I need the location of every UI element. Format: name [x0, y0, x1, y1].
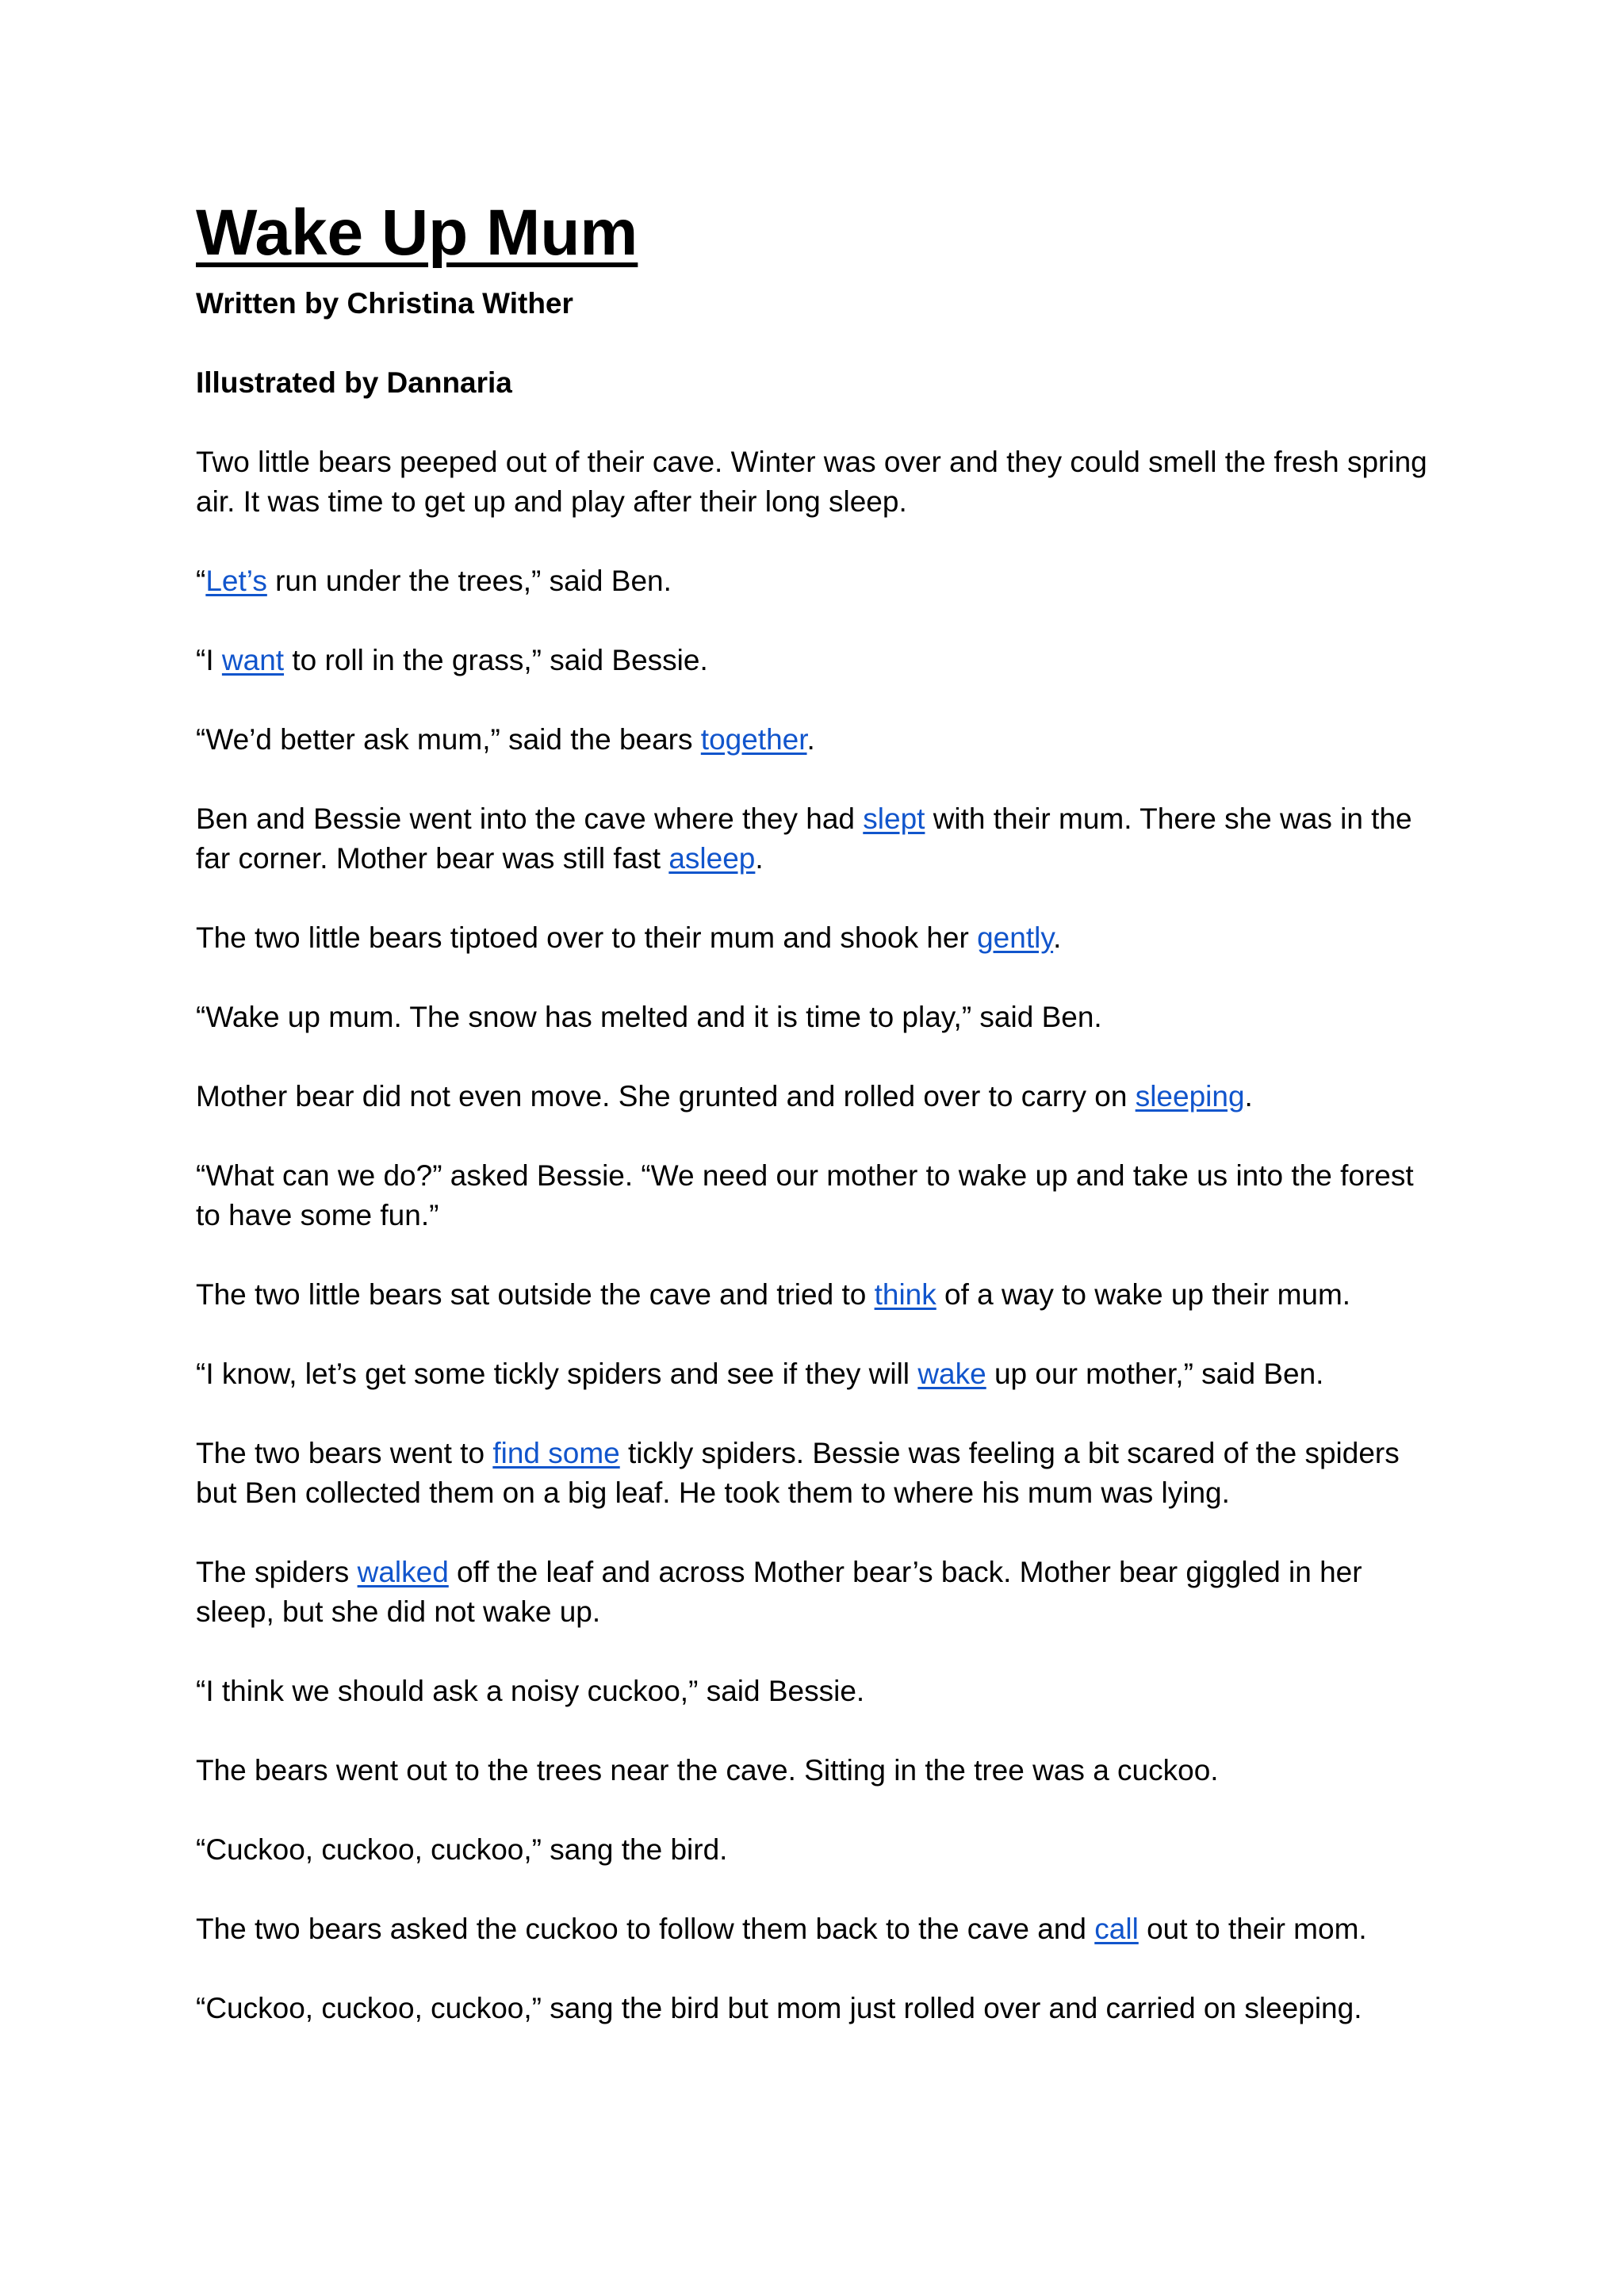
word-link[interactable]: gently — [977, 921, 1054, 954]
paragraph-text: Two little bears peeped out of their cave. Winter was over and they could smell the fresh spring air. It was time to get up and play after their long sleep. — [196, 446, 1427, 518]
word-link[interactable]: together — [700, 723, 807, 756]
paragraph-text: “ — [196, 565, 206, 597]
paragraph-text: Mother bear did not even move. She grunted and rolled over to carry on — [196, 1080, 1136, 1113]
story-paragraph — [196, 1156, 1434, 1235]
story-paragraph — [196, 1672, 1434, 1711]
paragraph-text: tickly spiders. Bessie was feeling a bit scared of the spiders but Ben collected them on a big leaf. He took them to where his mum was lying. — [196, 1437, 1400, 1509]
paragraph-text: The two little bears sat outside the cave and tried to — [196, 1278, 875, 1311]
paragraph-text: “Cuckoo, cuckoo, cuckoo,” sang the bird. — [196, 1833, 728, 1866]
paragraph-text: The spiders — [196, 1556, 358, 1588]
paragraph-text: up our mother,” said Ben. — [986, 1358, 1324, 1390]
word-link[interactable]: think — [874, 1278, 936, 1311]
illustrator-credit: Illustrated by Dannaria — [196, 366, 512, 399]
paragraph-text: . — [755, 842, 764, 875]
paragraph-text: off the leaf and across Mother bear’s back. Mother bear giggled in her sleep, but she did not wake up. — [196, 1556, 1362, 1628]
story-paragraph — [196, 720, 1434, 760]
word-link[interactable]: walked — [357, 1556, 449, 1588]
document-title: Wake Up Mum — [196, 197, 638, 269]
word-link[interactable]: call — [1094, 1913, 1139, 1945]
story-paragraph — [196, 1553, 1434, 1632]
story-paragraph — [196, 799, 1434, 879]
story-paragraph — [196, 561, 1434, 601]
story-paragraph — [196, 1077, 1434, 1116]
author-credit: Written by Christina Wither — [196, 287, 573, 320]
word-link[interactable]: slept — [863, 802, 925, 835]
paragraph-text: The two bears asked the cuckoo to follow them back to the cave and — [196, 1913, 1095, 1945]
paragraph-text: Ben and Bessie went into the cave where they had — [196, 802, 864, 835]
paragraph-text: “What can we do?” asked Bessie. “We need our mother to wake up and take us into the forest to have some fun.” — [196, 1159, 1414, 1231]
story-paragraph — [196, 998, 1434, 1037]
story-paragraph — [196, 918, 1434, 958]
paragraph-text: of a way to wake up their mum. — [936, 1278, 1351, 1311]
story-paragraph — [196, 1751, 1434, 1790]
paragraph-text: out to their mom. — [1138, 1913, 1367, 1945]
word-link[interactable]: want — [221, 644, 285, 676]
story-body — [196, 442, 1434, 2028]
story-paragraph — [196, 1434, 1434, 1513]
paragraph-text: run under the trees,” said Ben. — [266, 565, 672, 597]
word-link[interactable]: wake — [917, 1358, 986, 1390]
paragraph-text: “Wake up mum. The snow has melted and it is time to play,” said Ben. — [196, 1001, 1102, 1033]
paragraph-text: The two bears went to — [196, 1437, 493, 1469]
word-link[interactable]: find some — [492, 1437, 620, 1469]
paragraph-text: with their mum. There she was in the far corner. Mother bear was still fast — [196, 802, 1412, 875]
paragraph-text: The two little bears tiptoed over to their mum and shook her — [196, 921, 978, 954]
story-paragraph — [196, 1354, 1434, 1394]
paragraph-text: “We’d better ask mum,” said the bears — [196, 723, 701, 756]
story-paragraph — [196, 1830, 1434, 1870]
story-paragraph — [196, 1989, 1434, 2028]
story-paragraph — [196, 641, 1434, 680]
story-paragraph — [196, 1275, 1434, 1315]
word-link[interactable]: asleep — [668, 842, 756, 875]
paragraph-text: to roll in the grass,” said Bessie. — [284, 644, 708, 676]
paragraph-text: . — [1053, 921, 1062, 954]
word-link[interactable]: sleeping — [1135, 1080, 1245, 1113]
story-paragraph — [196, 1909, 1434, 1949]
paragraph-text: “I — [196, 644, 222, 676]
paragraph-text: “I know, let’s get some tickly spiders and see if they will — [196, 1358, 918, 1390]
story-paragraph — [196, 442, 1434, 522]
paragraph-text: The bears went out to the trees near the cave. Sitting in the tree was a cuckoo. — [196, 1754, 1219, 1787]
paragraph-text: “Cuckoo, cuckoo, cuckoo,” sang the bird but mom just rolled over and carried on sleeping. — [196, 1992, 1362, 2024]
paragraph-text: . — [1244, 1080, 1253, 1113]
word-link[interactable]: Let’s — [205, 565, 267, 597]
paragraph-text: “I think we should ask a noisy cuckoo,” said Bessie. — [196, 1675, 865, 1707]
paragraph-text: . — [806, 723, 815, 756]
